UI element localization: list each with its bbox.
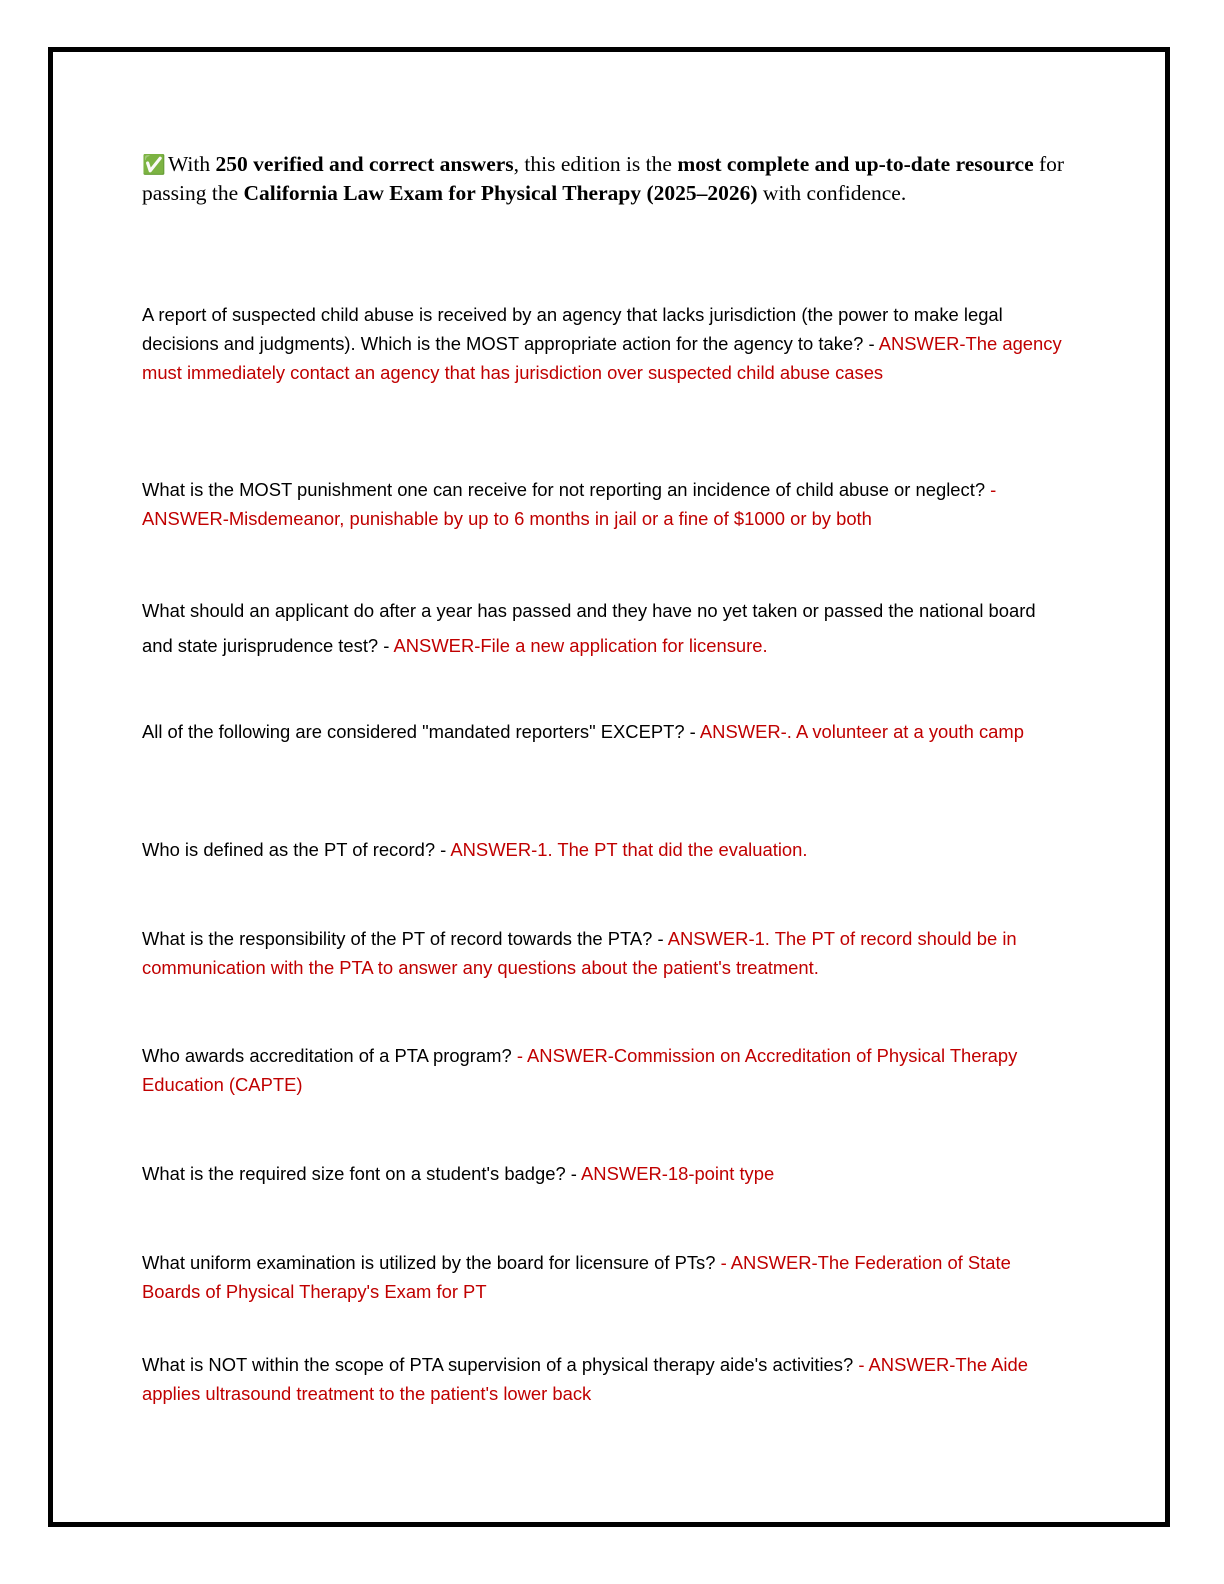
- question-text: What is the required size font on a student's badge? -: [142, 1163, 582, 1184]
- intro-bold-2: most complete and up-to-date resource: [677, 152, 1034, 176]
- answer-text: - ANSWER-Commission on Accreditation of Physical Therapy Education (CAPTE): [142, 1045, 1018, 1095]
- qa-item-4: [142, 717, 1067, 746]
- intro-text-3: for passing the: [142, 152, 1065, 205]
- qa-item-9: [142, 1248, 1067, 1306]
- question-text: Who is defined as the PT of record? -: [142, 839, 451, 860]
- check-icon: ✅: [142, 154, 166, 176]
- qa-item-6: [142, 924, 1067, 982]
- qa-item-2: [142, 475, 1067, 533]
- answer-text: - ANSWER-The Federation of State Boards of Physical Therapy's Exam for PT: [142, 1252, 1011, 1302]
- question-text: What uniform examination is utilized by the board for licensure of PTs?: [142, 1252, 721, 1273]
- answer-text: ANSWER-. A volunteer at a youth camp: [699, 721, 1024, 742]
- intro-paragraph: [142, 150, 1072, 207]
- qa-item-7: [142, 1041, 1067, 1099]
- qa-item-8: [142, 1159, 1067, 1188]
- question-text: Who awards accreditation of a PTA program?: [142, 1045, 517, 1066]
- answer-text: ANSWER-1. The PT that did the evaluation.: [450, 839, 808, 860]
- answer-text: ANSWER-The agency must immediately contact an agency that has jurisdiction over suspected child abuse cases: [142, 333, 1062, 383]
- question-text: What is the responsibility of the PT of record towards the PTA? -: [142, 928, 668, 949]
- answer-text: ANSWER-1. The PT of record should be in communication with the PTA to answer any questions about the patient's treatment.: [142, 928, 1017, 978]
- qa-item-3: [142, 593, 1067, 663]
- question-text: What is the MOST punishment one can receive for not reporting an incidence of child abuse or neglect?: [142, 479, 991, 500]
- intro-text-2: , this edition is the: [513, 152, 678, 176]
- intro-text-4: with confidence.: [757, 181, 907, 205]
- question-text: All of the following are considered "mandated reporters" EXCEPT? -: [142, 721, 700, 742]
- answer-text: ANSWER-18-point type: [581, 1163, 775, 1184]
- answer-text: - ANSWER-The Aide applies ultrasound treatment to the patient's lower back: [142, 1354, 1028, 1404]
- qa-item-1: [142, 300, 1067, 387]
- answer-text: - ANSWER-Misdemeanor, punishable by up to 6 months in jail or a fine of $1000 or by both: [142, 479, 997, 529]
- question-text: What is NOT within the scope of PTA supervision of a physical therapy aide's activities?: [142, 1354, 859, 1375]
- question-text: A report of suspected child abuse is received by an agency that lacks jurisdiction (the power to make legal decisions and judgments). Which is the MOST appropriate action for the agency to take? -: [142, 304, 1003, 354]
- answer-text: ANSWER-File a new application for licensure.: [393, 635, 768, 656]
- intro-text-1: With: [168, 152, 216, 176]
- intro-bold-1: 250 verified and correct answers: [215, 152, 514, 176]
- question-text: What should an applicant do after a year has passed and they have no yet taken or passed the national board and state jurisprudence test? -: [142, 600, 1036, 656]
- qa-item-10: [142, 1350, 1067, 1408]
- intro-bold-3: California Law Exam for Physical Therapy (2025–2026): [243, 181, 758, 205]
- qa-item-5: [142, 835, 1067, 864]
- document-body: [142, 150, 1072, 1404]
